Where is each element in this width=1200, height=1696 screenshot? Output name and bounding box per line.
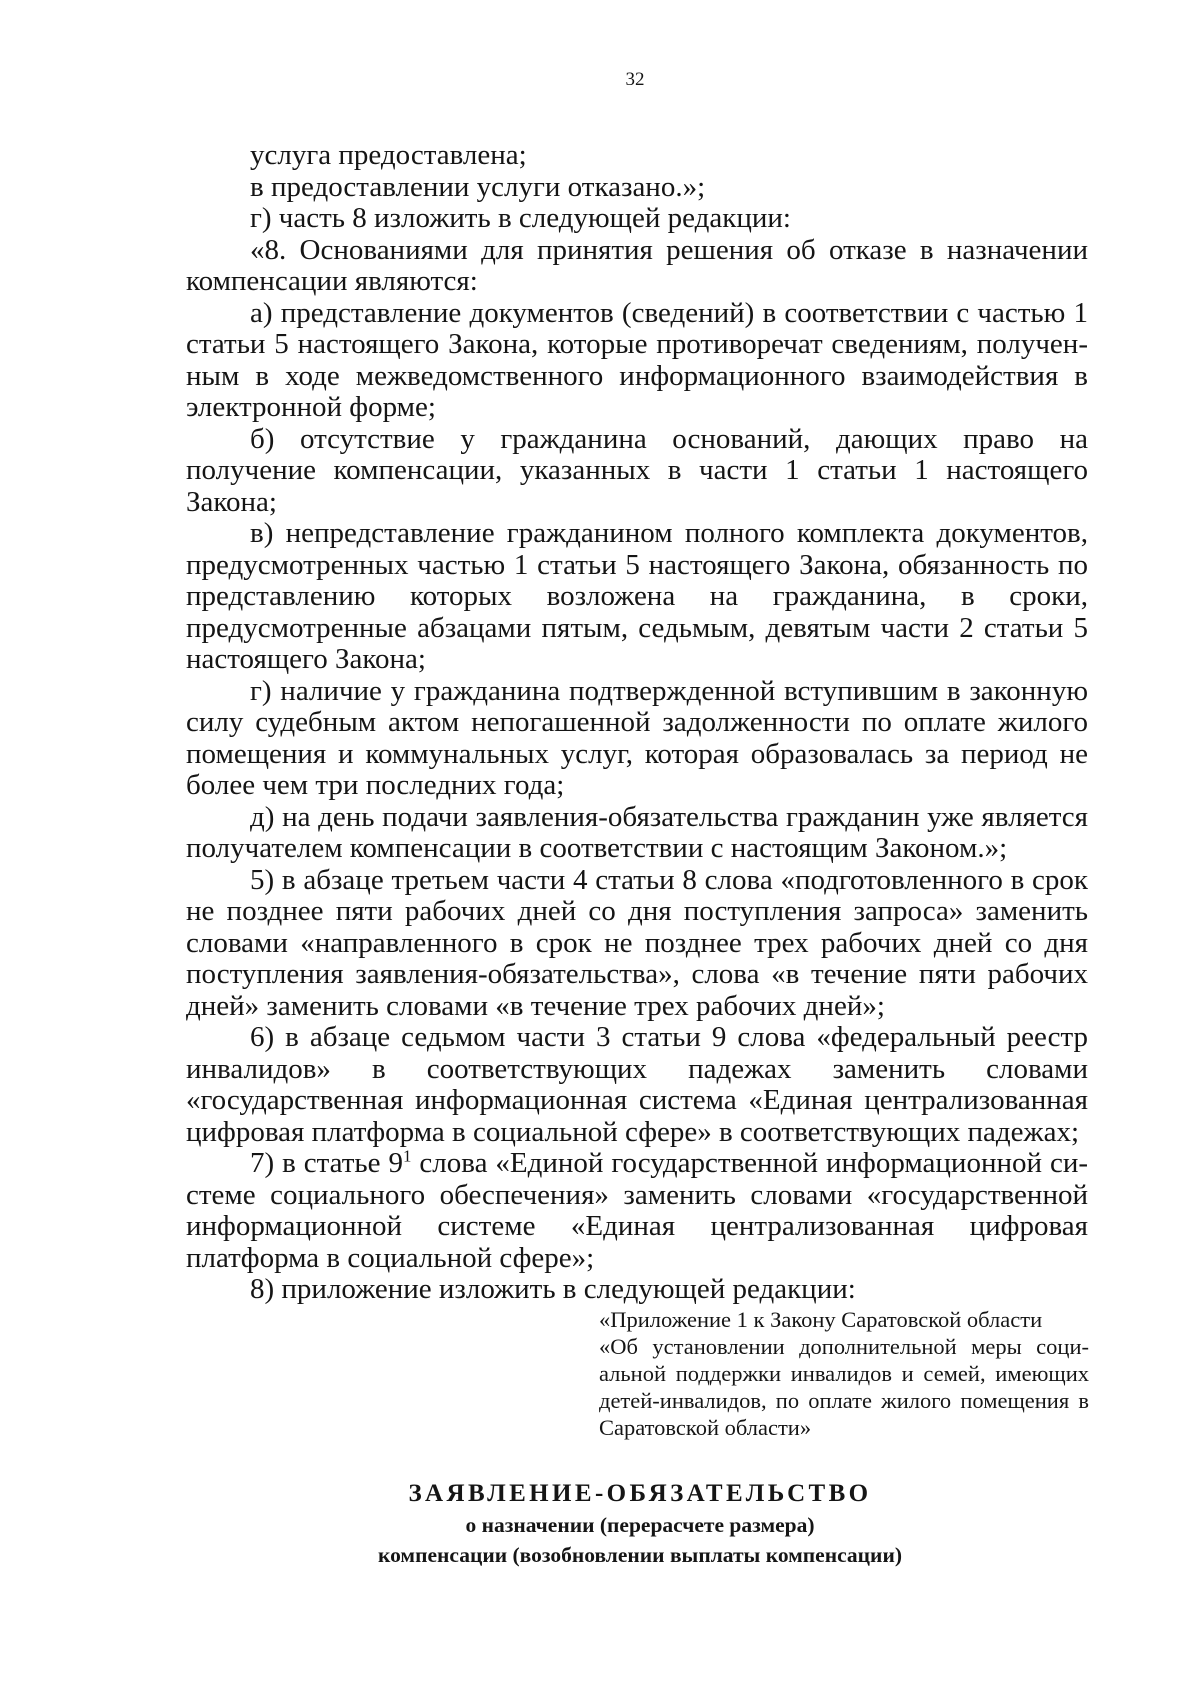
annex-reference-law-title: «Об установлении дополнительной меры социальной поддержки инвалидов и семей, имеющих детей-инвалидов, по оплате жилого помещения в Саратовской области» bbox=[599, 1334, 1089, 1440]
form-subtitle-line-1: о назначении (перерасчете размера) bbox=[465, 1513, 815, 1537]
paragraph-item-a: а) представление документов (сведений) в соответствии с частью 1 статьи 5 настоящего Закона, которые противоречат сведениям, полученным в ходе межведомственного информационного взаимодействия в электронной форме; bbox=[186, 296, 1088, 423]
point-7-start: 7) в статье 9 bbox=[250, 1147, 403, 1179]
paragraph-item-v: в) непредставление гражданином полного комплекта документов, предусмотренных частью 1 статьи 5 настоящего Закона, обязанность по представлению которых возложена на гражданина, в сроки, предусмотренные абзацами пятым, седьмым, девятым части 2 статьи 5 настоящего Закона; bbox=[186, 517, 1088, 675]
form-subtitle-line-2: компенсации (возобновлении выплаты компенсации) bbox=[377, 1543, 902, 1567]
paragraph-service-refused: в предоставлении услуги отказано.»; bbox=[250, 170, 706, 203]
annex-reference-line-1: «Приложение 1 к Закону Саратовской области bbox=[599, 1307, 1043, 1332]
paragraph-item-d: д) на день подачи заявления-обязательства гражданин уже является получателем компенсации в соответствии с настоящим Законом.»; bbox=[186, 800, 1088, 864]
paragraph-point-6: 6) в абзаце седьмом части 3 статьи 9 слова «федеральный реестр инвалидов» в соответствующих падежах заменить словами «государственная информационная система «Единая централизованная цифровая платформа в социальной сфере» в соответствующих падежах; bbox=[186, 1021, 1088, 1148]
document-body bbox=[186, 140, 1088, 1306]
paragraph-item-b: б) отсутствие у гражданина оснований, дающих право на получение компенсации, указанных в части 1 статьи 1 настоящего Закона; bbox=[186, 422, 1088, 518]
page-number: 32 bbox=[625, 69, 645, 90]
paragraph-service-provided: услуга предоставлена; bbox=[250, 139, 527, 171]
paragraph-point-7 bbox=[186, 1148, 1088, 1274]
paragraph-amend-part-8: г) часть 8 изложить в следующей редакции: bbox=[250, 202, 791, 234]
form-title: ЗАЯВЛЕНИЕ-ОБЯЗАТЕЛЬСТВО bbox=[408, 1480, 872, 1507]
form-heading bbox=[290, 1478, 990, 1570]
paragraph-grounds-for-refusal: «8. Основаниями для принятия решения об отказе в назначении компенсации являются: bbox=[186, 233, 1088, 297]
paragraph-point-5: 5) в абзаце третьем части 4 статьи 8 слова «подготовленного в срок не позднее пяти рабочих дней со дня поступления запроса» заменить словами «направленного в срок не позднее трех рабочих дней со дня поступления заявления-обязательства», слова «в течение пяти рабочих дней» заменить словами «в течение трех рабочих дней»; bbox=[186, 863, 1088, 1022]
paragraph-item-g: г) наличие у гражданина подтвержденной вступившим в законную силу судебным актом непогашенной задолженности по оплате жилого помещения и коммунальных услуг, которая образовалась за период не более чем три последних года; bbox=[186, 674, 1088, 801]
point-7-rest: слова «Единой государственной информационной системе социального обеспечения» заменить словами «государственной информационной системе «Единая централизованная цифровая платформа в социальной сфере»; bbox=[186, 1147, 1089, 1274]
article-superscript: 1 bbox=[402, 1146, 412, 1166]
annex-reference bbox=[599, 1306, 1089, 1441]
paragraph-point-8: 8) приложение изложить в следующей редакции: bbox=[250, 1273, 856, 1305]
